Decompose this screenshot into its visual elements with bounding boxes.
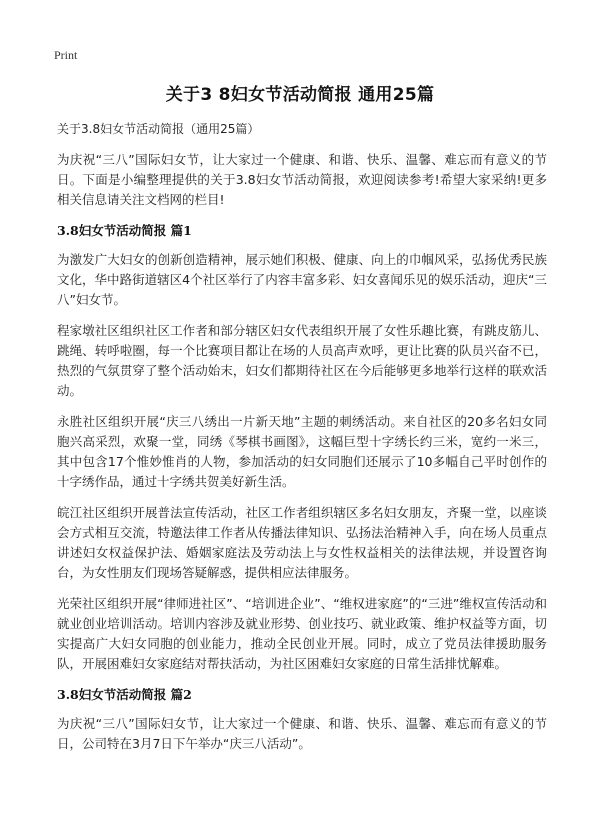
section-paragraph: 程家墩社区组织社区工作者和部分辖区妇女代表组织开展了女性乐趣比赛，有跳皮筋儿、跳绳、转呼啦圈，每一个比赛项目都让在场的人员高声欢呼，更让比赛的队员兴奋不已，热烈的气氛贯穿了整个活动始末，妇女们都期待社区在今后能够更多地举行这样的联欢活动。 [57, 323, 547, 398]
page-title: 关于3 8妇女节活动简报 通用25篇 [165, 85, 435, 105]
document-subtitle: 关于3.8妇女节活动简报（通用25篇） [57, 122, 260, 136]
section-heading: 3.8妇女节活动简报 篇1 [57, 223, 192, 238]
section-paragraph: 为庆祝“三八”国际妇女节，让大家过一个健康、和谐、快乐、温馨、难忘而有意义的节日，公司特在3月7日下午举办“庆三八活动”。 [57, 716, 547, 751]
print-label: Print [54, 48, 78, 62]
section-paragraph: 光荣社区组织开展“律师进社区”、“培训进企业”、“维权进家庭”的“三进”维权宣传活动和就业创业培训活动。培训内容涉及就业形势、创业技巧、就业政策、维护权益等方面，切实提高广大妇女同胞的创业能力，推动全民创业开展。同时，成立了党员法律援助服务队，开展困难妇女家庭结对帮扶活动，为社区困难妇女家庭的日常生活排忧解难。 [57, 596, 547, 671]
document-body [57, 120, 547, 765]
section-paragraph: 永胜社区组织开展“庆三八绣出一片新天地”主题的刺绣活动。来自社区的20多名妇女同胞兴高采烈，欢聚一堂，同绣《琴棋书画图》，这幅巨型十字绣长约三米，宽约一米三，其中包含17个惟妙惟肖的人物，参加活动的妇女同胞们还展示了10多幅自己平时创作的十字绣作品，通过十字绣共贺美好新生活。 [57, 414, 547, 489]
section-paragraph: 为激发广大妇女的创新创造精神，展示她们积极、健康、向上的巾帼风采，弘扬优秀民族文化，华中路街道辖区4个社区举行了内容丰富多彩、妇女喜闻乐见的娱乐活动，迎庆“三八”妇女节。 [57, 252, 547, 307]
section-heading: 3.8妇女节活动简报 篇2 [57, 687, 192, 702]
section-paragraph: 皖江社区组织开展普法宣传活动，社区工作者组织辖区多名妇女朋友，齐聚一堂，以座谈会方式相互交流，特邀法律工作者从传播法律知识、弘扬法治精神入手，向在场人员重点讲述妇女权益保护法、婚姻家庭法及劳动法上与女性权益相关的法律法规，并设置咨询台，为女性朋友们现场答疑解惑，提供相应法律服务。 [57, 505, 547, 580]
intro-paragraph: 为庆祝“三八”国际妇女节，让大家过一个健康、和谐、快乐、温馨、难忘而有意义的节日。下面是小编整理提供的关于3.8妇女节活动简报，欢迎阅读参考!希望大家采纳!更多相关信息请关注文档网的栏目! [57, 152, 547, 207]
